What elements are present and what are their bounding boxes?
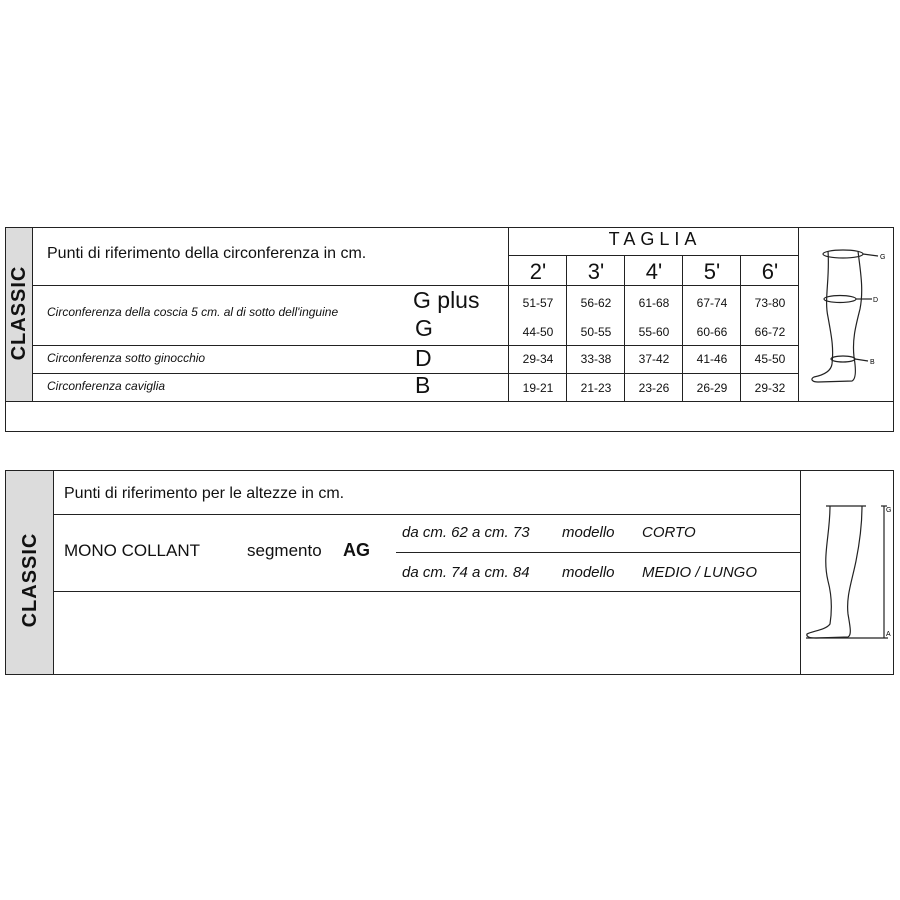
value-d-5: 41-46 (696, 352, 728, 366)
value-d-4: 37-42 (638, 352, 670, 366)
diagram-label-b: B (870, 359, 875, 366)
row-label-thigh: Circonferenza della coscia 5 cm. al di sotto dell'inguine (47, 305, 339, 319)
value-g-3: 50-55 (580, 325, 612, 339)
table2-header-text: Punti di riferimento per le altezze in cm. (64, 485, 345, 502)
value-gplus-6: 73-80 (754, 296, 786, 310)
table2-brand-label: CLASSIC (19, 532, 41, 628)
value-g-6: 66-72 (754, 325, 786, 339)
size-header-3: 3' (587, 259, 605, 284)
diagram-label-a: A (886, 631, 891, 638)
code-d: D (415, 345, 432, 371)
value-b-5: 26-29 (696, 381, 728, 395)
table1-header-rule (33, 285, 798, 286)
leg-height-diagram (802, 496, 892, 646)
size-header-4: 4' (645, 259, 663, 284)
model-value-row-2: MEDIO / LUNGO (642, 564, 758, 581)
segment-label: segmento (247, 541, 322, 560)
value-b-3: 21-23 (580, 381, 612, 395)
value-gplus-3: 56-62 (580, 296, 612, 310)
model-label-row-2: modello (562, 564, 615, 581)
model-value-row-1: CORTO (642, 524, 696, 541)
size-header-5: 5' (703, 259, 721, 284)
value-b-4: 23-26 (638, 381, 670, 395)
size-header-2: 2' (529, 259, 547, 284)
taglia-label: TAGLIA (608, 229, 702, 249)
range-row-2: da cm. 74 a cm. 84 (402, 564, 530, 581)
table2-row-rule (396, 552, 800, 553)
table1-brand-label: CLASSIC (8, 265, 30, 361)
diagram-label-g2: G (886, 507, 892, 514)
table1-header-text: Punti di riferimento della circonferenza in cm. (47, 245, 367, 262)
range-row-1: da cm. 62 a cm. 73 (402, 524, 530, 541)
segment-code: AG (343, 540, 370, 560)
table2-header-rule (54, 514, 800, 515)
col-rule-0 (508, 228, 509, 401)
diagram-label-d: D (873, 297, 879, 304)
diagram-label-g: G (880, 254, 886, 261)
table1-bottom-rule (6, 401, 893, 402)
value-b-2: 19-21 (522, 381, 554, 395)
code-g: G (415, 315, 433, 341)
value-gplus-2: 51-57 (522, 296, 554, 310)
value-gplus-5: 67-74 (696, 296, 728, 310)
value-gplus-4: 61-68 (638, 296, 670, 310)
model-label-row-1: modello (562, 524, 615, 541)
value-g-5: 60-66 (696, 325, 728, 339)
value-b-6: 29-32 (754, 381, 786, 395)
table2-diagram-divider (800, 471, 801, 674)
col-rule-2 (624, 256, 625, 401)
value-g-2: 44-50 (522, 325, 554, 339)
col-rule-1 (566, 256, 567, 401)
value-d-3: 33-38 (580, 352, 612, 366)
code-b: B (415, 372, 431, 398)
value-g-4: 55-60 (638, 325, 670, 339)
row-label-ankle: Circonferenza caviglia (47, 379, 166, 393)
col-rule-3 (682, 256, 683, 401)
col-rule-5 (798, 228, 799, 401)
value-d-2: 29-34 (522, 352, 554, 366)
size-header-6: 6' (761, 259, 779, 284)
value-d-6: 45-50 (754, 352, 786, 366)
col-rule-4 (740, 256, 741, 401)
code-g-plus: G plus (413, 287, 480, 313)
row-label-knee: Circonferenza sotto ginocchio (47, 351, 206, 365)
table2-bottom-rule (54, 591, 800, 592)
product-name: MONO COLLANT (64, 541, 201, 560)
taglia-divider (508, 255, 798, 256)
leg-circumference-diagram (800, 229, 892, 399)
